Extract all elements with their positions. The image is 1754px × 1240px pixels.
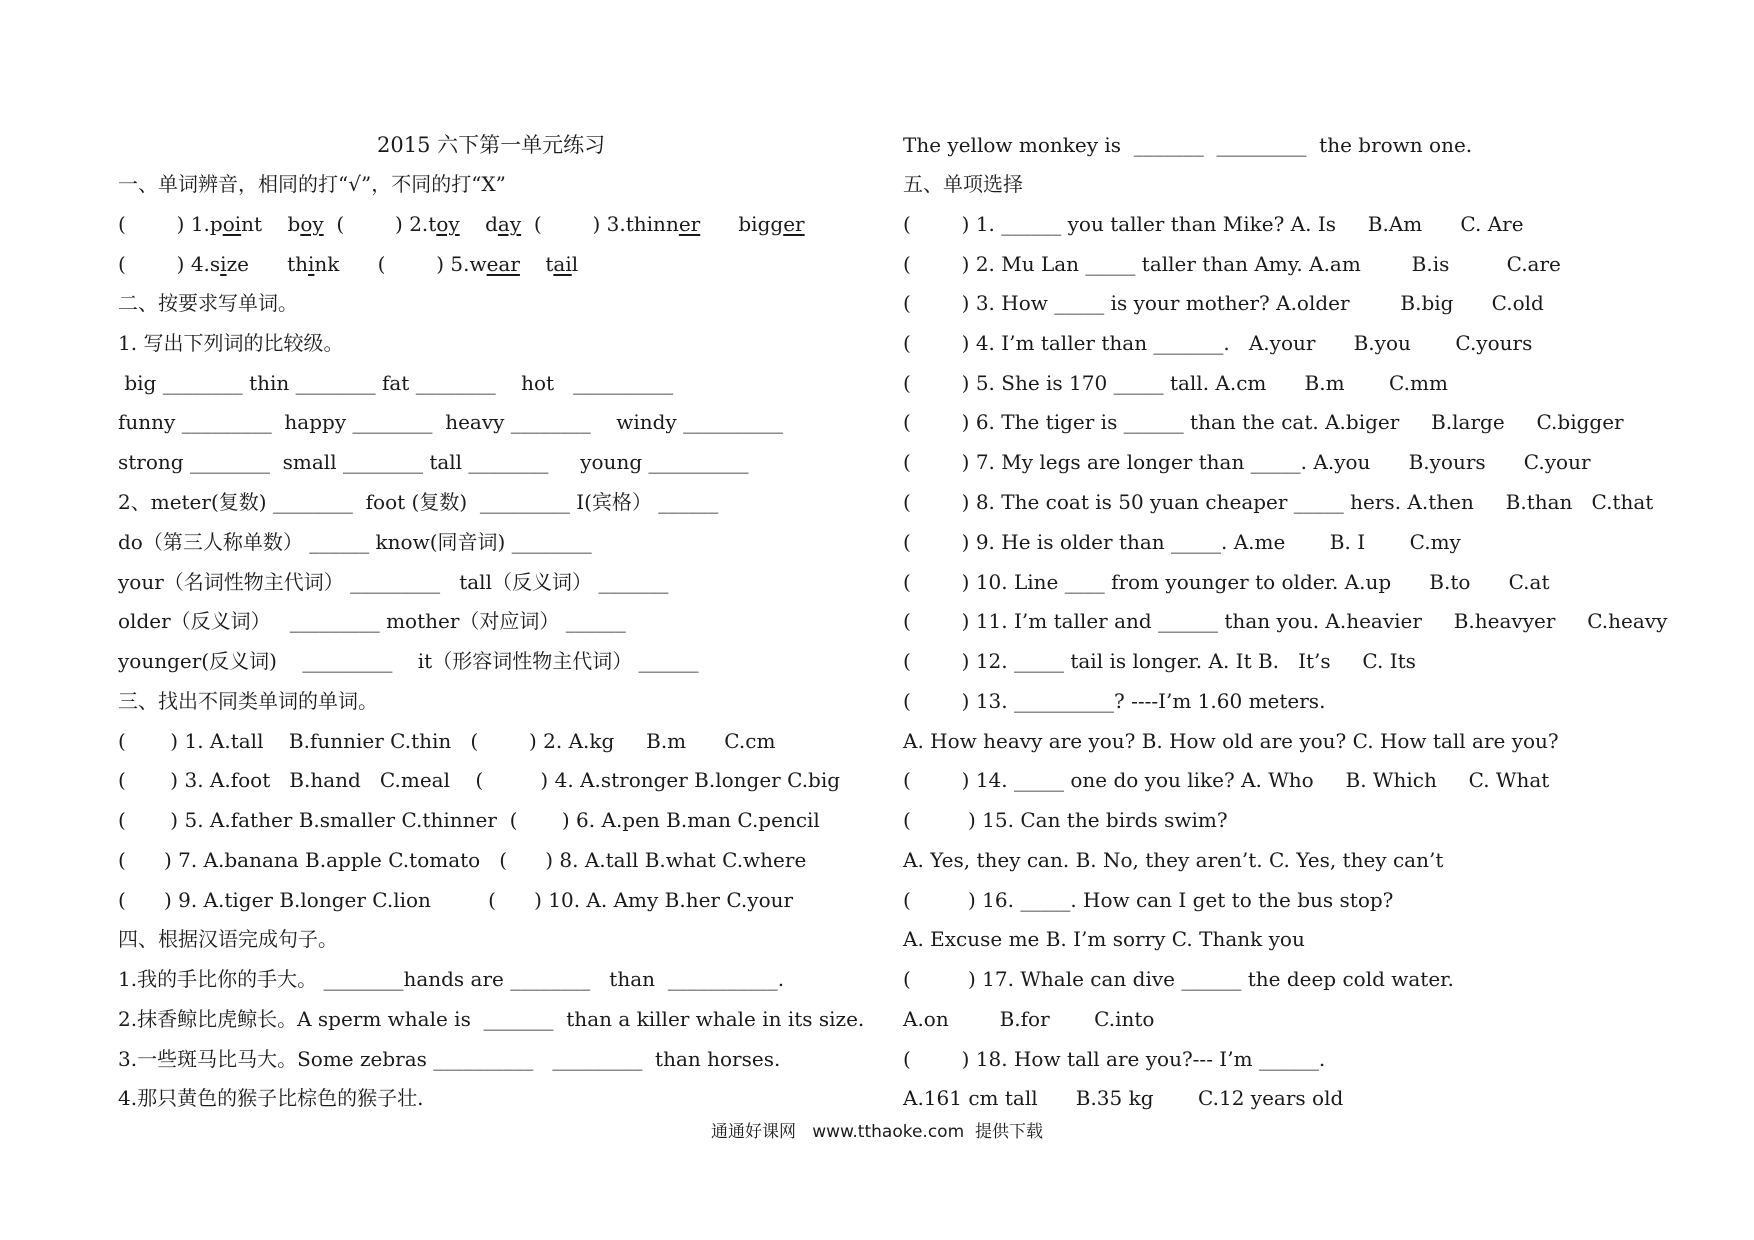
- s3-line-1: ( ) 1. A.tall B.funnier C.thin ( ) 2. A.kg B.m C.cm: [118, 729, 776, 753]
- s4-line-4: 4.那只黄色的猴子比棕色的猴子壮.: [118, 1086, 424, 1110]
- question-1: ( ) 1. ______ you taller than Mike? A. Is B.Am C. Are: [903, 212, 1524, 236]
- s2-line-2: funny _________ happy ________ heavy ________ windy __________: [118, 410, 784, 434]
- question-3: ( ) 3. How _____ is your mother? A.older B.big C.old: [903, 291, 1544, 315]
- s2-subheading: 1. 写出下列词的比较级。: [118, 331, 344, 355]
- section-1-heading: 一、单词辨音，相同的打“√”，不同的打“X”: [118, 172, 506, 196]
- section-4-heading: 四、根据汉语完成句子。: [118, 927, 338, 951]
- s2-line-1: big ________ thin ________ fat ________ hot __________: [118, 371, 674, 395]
- s2-line-7: older（反义词） _________ mother（对应词） ______: [118, 609, 626, 633]
- question-17-options: A.on B.for C.into: [903, 1007, 1155, 1031]
- question-14: ( ) 14. _____ one do you like? A. Who B. Which C. What: [903, 768, 1550, 792]
- question-9: ( ) 9. He is older than _____. A.me B. I C.my: [903, 530, 1461, 554]
- question-16-options: A. Excuse me B. I’m sorry C. Thank you: [903, 927, 1305, 951]
- section-2-heading: 二、按要求写单词。: [118, 291, 298, 315]
- s4-line-1: 1.我的手比你的手大。 ________hands are ________ than ___________.: [118, 967, 785, 991]
- question-8: ( ) 8. The coat is 50 yuan cheaper _____ hers. A.then B.than C.that: [903, 490, 1654, 514]
- question-17: ( ) 17. Whale can dive ______ the deep cold water.: [903, 967, 1454, 991]
- question-18-options: A.161 cm tall B.35 kg C.12 years old: [903, 1086, 1344, 1110]
- question-10: ( ) 10. Line ____ from younger to older. A.up B.to C.at: [903, 570, 1550, 594]
- question-12: ( ) 12. _____ tail is longer. A. It B. It’s C. Its: [903, 649, 1416, 673]
- question-2: ( ) 2. Mu Lan _____ taller than Amy. A.am B.is C.are: [903, 252, 1561, 276]
- s2-line-4: 2、meter(复数) ________ foot (复数) _________ I(宾格） ______: [118, 490, 719, 514]
- question-4: ( ) 4. I’m taller than _______. A.your B.you C.yours: [903, 331, 1533, 355]
- question-5: ( ) 5. She is 170 _____ tall. A.cm B.m C.mm: [903, 371, 1448, 395]
- s4-line-3: 3.一些斑马比马大。Some zebras __________ _________ than horses.: [118, 1047, 781, 1071]
- s2-line-3: strong ________ small ________ tall ________ young __________: [118, 450, 749, 474]
- footer-source: 通通好课网 www.tthaoke.com 提供下载: [711, 1122, 1043, 1142]
- question-6: ( ) 6. The tiger is ______ than the cat. A.biger B.large C.bigger: [903, 410, 1624, 434]
- question-16: ( ) 16. _____. How can I get to the bus stop?: [903, 888, 1394, 912]
- s1-row-1: ( ) 1.point boy ( ) 2.toy day ( ) 3.thinner bigger: [118, 212, 805, 236]
- question-11: ( ) 11. I’m taller and ______ than you. A.heavier B.heavyer C.heavy: [903, 609, 1668, 633]
- s4-line-2: 2.抹香鲸比虎鲸长。A sperm whale is _______ than a killer whale in its size.: [118, 1007, 865, 1031]
- s1-row-2: ( ) 4.size think ( ) 5.wear tail: [118, 252, 579, 276]
- section-5-heading: 五、单项选择: [903, 172, 1023, 196]
- s2-line-6: your（名词性物主代词） _________ tall（反义词） _______: [118, 570, 669, 594]
- s2-line-8: younger(反义词) _________ it（形容词性物主代词） ______: [118, 649, 699, 673]
- question-13: ( ) 13. __________? ----I’m 1.60 meters.: [903, 689, 1326, 713]
- s3-line-5: ( ) 9. A.tiger B.longer C.lion ( ) 10. A. Amy B.her C.your: [118, 888, 794, 912]
- question-13-options: A. How heavy are you? B. How old are you? C. How tall are you?: [903, 729, 1559, 753]
- s2-line-5: do（第三人称单数） ______ know(同音词) ________: [118, 530, 592, 554]
- s3-line-2: ( ) 3. A.foot B.hand C.meal ( ) 4. A.stronger B.longer C.big: [118, 768, 841, 792]
- s3-line-3: ( ) 5. A.father B.smaller C.thinner ( ) 6. A.pen B.man C.pencil: [118, 808, 820, 832]
- question-18: ( ) 18. How tall are you?--- I’m ______.: [903, 1047, 1326, 1071]
- section-3-heading: 三、找出不同类单词的单词。: [118, 689, 378, 713]
- s4-line-4-continued: The yellow monkey is _______ _________ the brown one.: [903, 133, 1473, 157]
- page-title: 2015 六下第一单元练习: [377, 133, 606, 157]
- question-15-options: A. Yes, they can. B. No, they aren’t. C. Yes, they can’t: [903, 848, 1444, 872]
- question-7: ( ) 7. My legs are longer than _____. A.you B.yours C.your: [903, 450, 1591, 474]
- s3-line-4: ( ) 7. A.banana B.apple C.tomato ( ) 8. A.tall B.what C.where: [118, 848, 807, 872]
- question-15: ( ) 15. Can the birds swim?: [903, 808, 1228, 832]
